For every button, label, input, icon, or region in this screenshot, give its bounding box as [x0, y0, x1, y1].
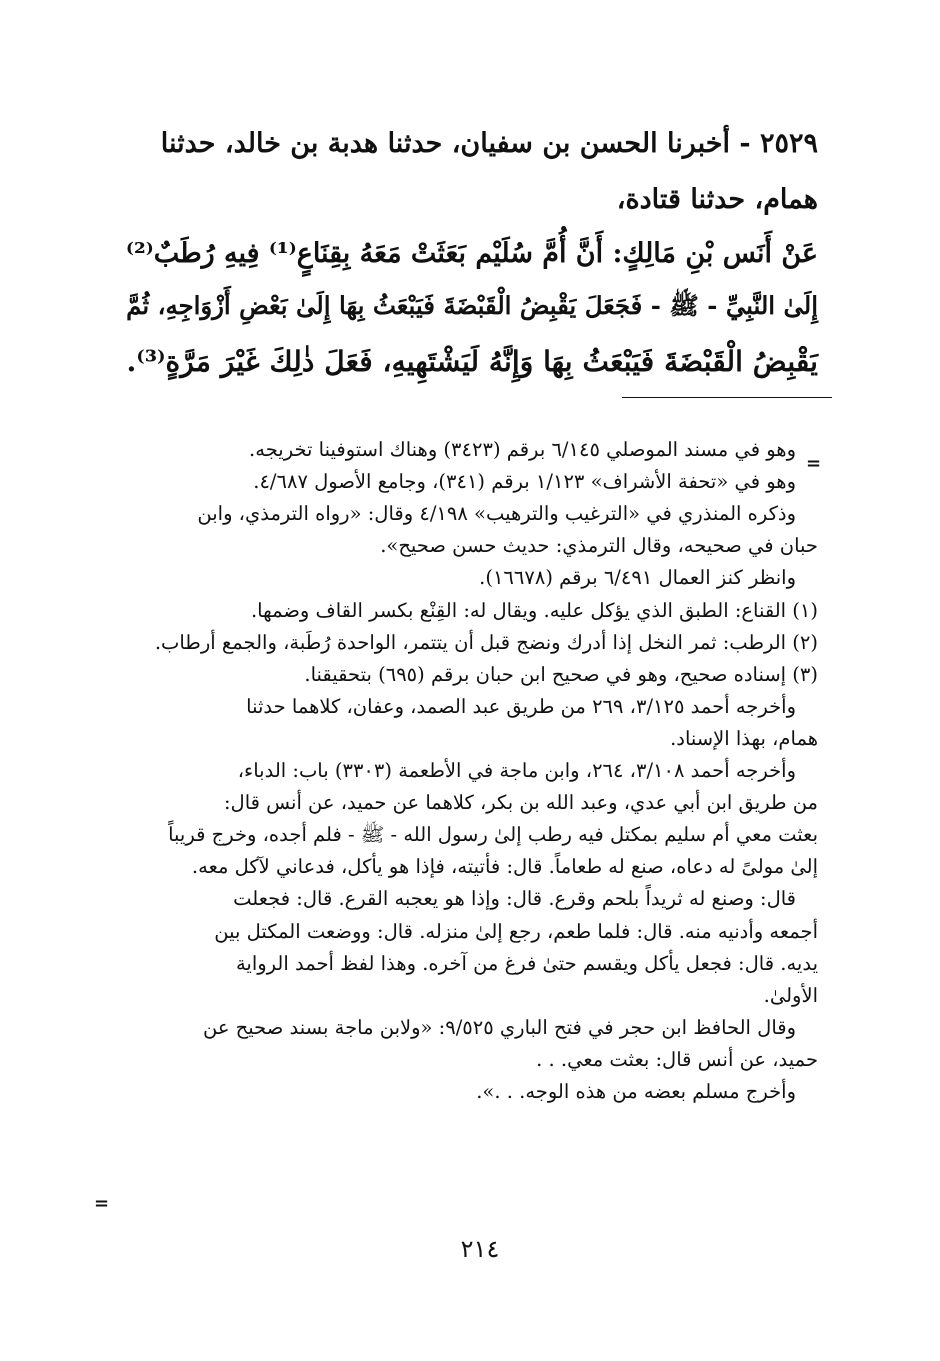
- footnote-line: (٣) إسناده صحيح، وهو في صحيح ابن حبان برقم (٦٩٥) بتحقيقنا.: [304, 662, 818, 686]
- footnote-line: قال: وصنع له ثريداً بلحم وقرع. قال: وإذا هو يعجبه القرع. قال: فجعلت: [233, 887, 796, 911]
- hadith-isnad-line-2: همام، حدثنا قتادة،: [616, 184, 818, 215]
- hadith-matn-line-1: عَنْ أَنَس بْنِ مَالِكٍ: أَنَّ أُمَّ سُلَيْم بَعَثَتْ مَعَهُ بِقِنَاعٍ⁽¹⁾ فِيهِ رُطَبٌ⁽²⁾: [125, 238, 818, 269]
- footnote-line: وقال الحافظ ابن حجر في فتح الباري ٩/٥٢٥: «ولابن ماجة بسند صحيح عن: [203, 1015, 796, 1039]
- footnote-line: الأولىٰ.: [763, 983, 818, 1007]
- hadith-number: ٢٥٢٩: [759, 128, 818, 159]
- footnote-line: وأخرج مسلم بعضه من هذه الوجه. . .».: [476, 1080, 796, 1103]
- footnote-line: وأخرجه أحمد ٣/١٠٨، ٢٦٤، وابن ماجة في الأطعمة (٣٣٠٣) باب: الدباء،: [237, 759, 796, 782]
- isnad-text: - أخبرنا الحسن بن سفيان، حدثنا هدبة بن خالد، حدثنا: [160, 128, 751, 159]
- footnote-line: (٢) الرطب: ثمر النخل إذا أدرك ونضج قبل أن يتتمر، الواحدة رُطَبة، والجمع أرطاب.: [154, 630, 818, 654]
- footnote-line: وهو في «تحفة الأشراف» ١/١٢٣ برقم (٣٤١)، وجامع الأصول ٤/٦٨٧.: [253, 470, 796, 494]
- hadith-isnad-line-1: [112, 128, 818, 159]
- footnote-line: (١) القناع: الطبق الذي يؤكل عليه. ويقال له: القِنْع بكسر القاف وضمها.: [250, 598, 818, 622]
- footnote-line: بعثت معي أم سليم بمكتل فيه رطب إلىٰ رسول الله - ﷺ - فلم أجده، وخرج قريباً: [168, 823, 818, 847]
- footnote-line: وهو في مسند الموصلي ٦/١٤٥ برقم (٣٤٢٣) وهناك استوفينا تخريجه.: [249, 438, 796, 461]
- footnote-separator: [622, 397, 832, 398]
- footnote-line: من طريق ابن أبي عدي، وعبد الله بن بكر، كلاهما عن حميد، عن أنس قال:: [223, 791, 818, 815]
- continuation-mark-bottom: =: [94, 1193, 110, 1214]
- footnote-line: حبان في صحيحه، وقال الترمذي: حديث حسن صحيح».: [380, 534, 818, 558]
- footnote-line: وأخرجه أحمد ٣/١٢٥، ٢٦٩ من طريق عبد الصمد، وعفان، كلاهما حدثنا: [246, 694, 796, 718]
- footnote-line: إلىٰ مولىً له دعاه، صنع له طعاماً. قال: فأتيته، فإذا هو يأكل، فدعاني لآكل معه.: [191, 855, 818, 879]
- footnote-line: حميد، عن أنس قال: بعثت معي. . .: [536, 1047, 818, 1071]
- footnote-line: وانظر كنز العمال ٦/٤٩١ برقم (١٦٦٧٨).: [479, 566, 796, 590]
- footnote-line: أجمعه وأدنيه منه. قال: فلما طعم، رجع إلىٰ منزله. قال: ووضعت المكتل بين: [214, 919, 818, 943]
- page-number: ٢١٤: [460, 1235, 500, 1263]
- hadith-matn-line-3: يَقْبِضُ الْقَبْضَةَ فَيَبْعَثُ بِهَا وَإِنَّهُ لَيَشْتَهِيهِ، فَعَلَ ذٰلِكَ غَيْرَ مَرَّةٍ⁽³⁾.: [126, 345, 818, 378]
- footnote-line: همام، بهذا الإسناد.: [670, 726, 818, 750]
- continuation-mark-top: =: [806, 453, 822, 474]
- footnote-line: وذكره المنذري في «الترغيب والترهيب» ٤/١٩٨ وقال: «رواه الترمذي، وابن: [197, 502, 796, 526]
- footnote-line: يديه. قال: فجعل يأكل ويقسم حتىٰ فرغ من آخره. وهذا لفظ أحمد الرواية: [235, 951, 818, 975]
- hadith-matn-line-2: إِلَىٰ النَّبِيِّ - ﷺ - فَجَعَلَ يَقْبِضُ الْقَبْضَةَ فَيَبْعَثُ بِهَا إِلَىٰ بَعْضِ أَزْوَاجِهِ، ثُمَّ: [126, 291, 818, 320]
